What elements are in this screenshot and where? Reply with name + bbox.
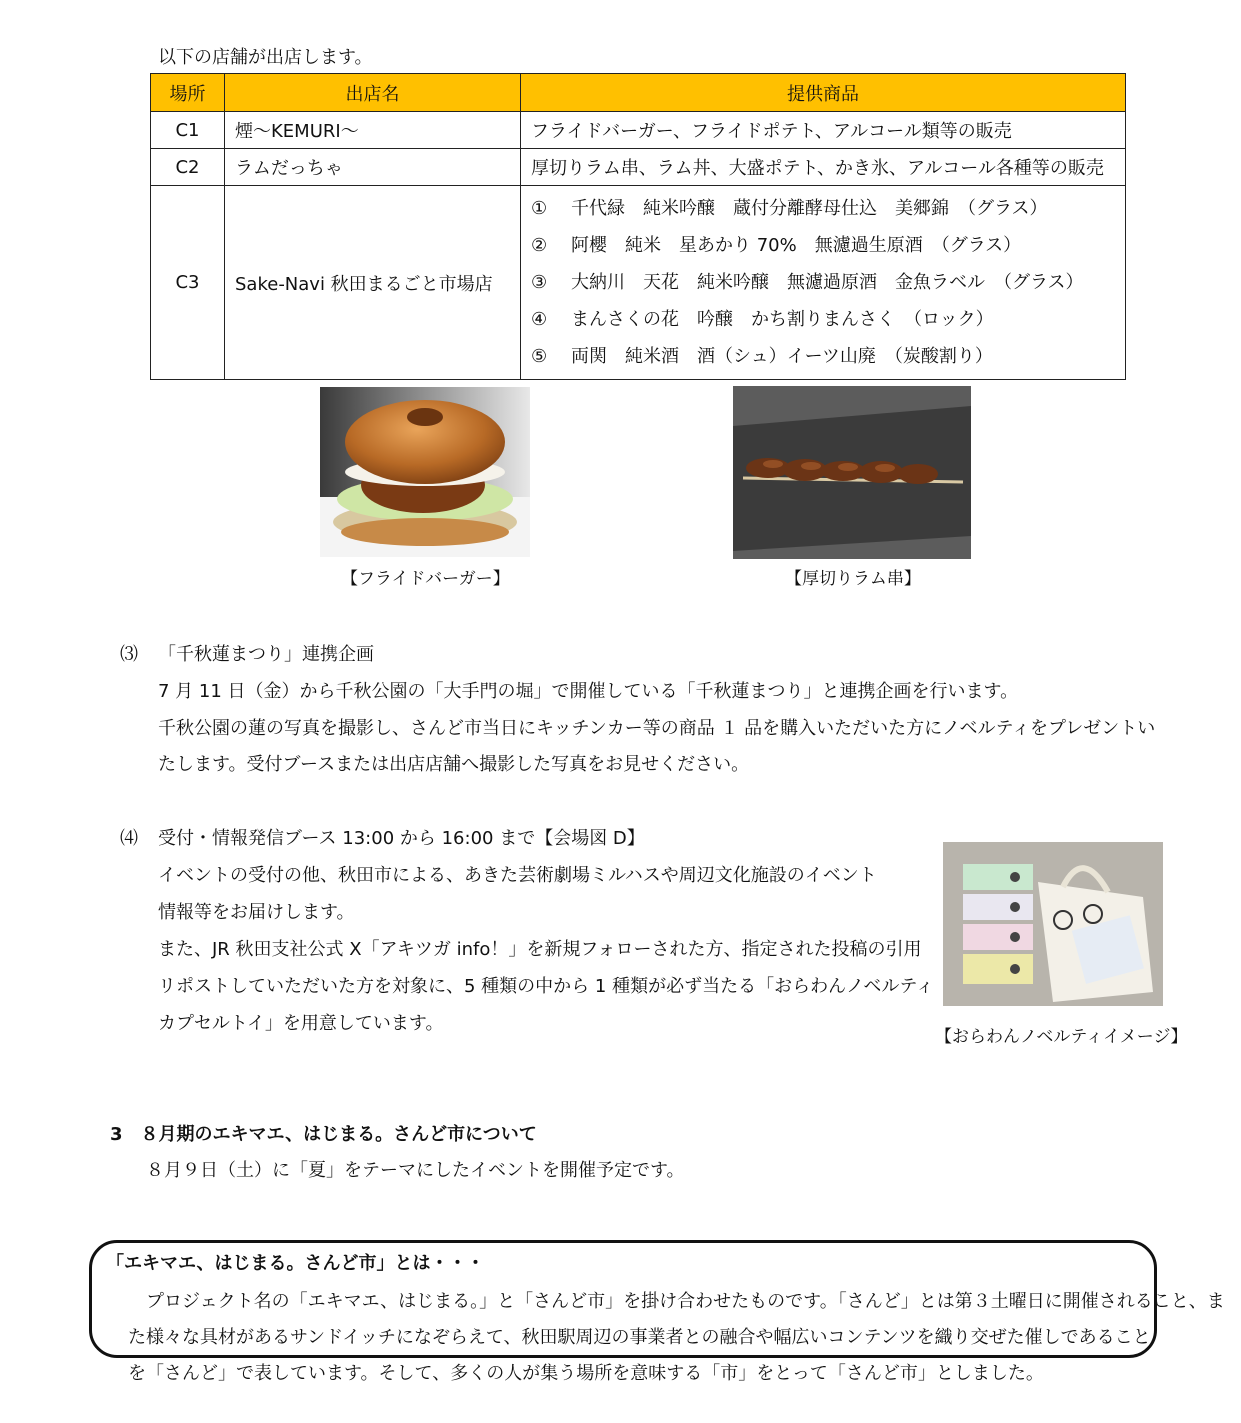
section-4-line: カプセルトイ」を用意しています。: [158, 1013, 444, 1034]
burger-caption: 【フライドバーガー】: [341, 569, 510, 589]
item-text: まんさくの花 吟醸 かち割りまんさく （ロック）: [571, 309, 994, 330]
box-line: プロジェクト名の「エキマエ、はじまる。」と「さんど市」を掛け合わせたものです。「さんど」とは第３土曜日に開催されること、ま: [128, 1291, 1225, 1312]
intro-text: 以下の店舗が出店します。: [158, 47, 373, 68]
section-4-line: イベントの受付の他、秋田市による、あきた芸術劇場ミルハスや周辺文化施設のイベント: [158, 865, 877, 886]
section-3-line: 千秋公園の蓮の写真を撮影し、さんど市当日にキッチンカー等の商品 １ 品を購入いただいた方にノベルティをプレゼントい: [158, 718, 1156, 739]
cell-place: C1: [151, 112, 225, 149]
item-number: ⑤: [531, 346, 548, 367]
fried-burger-photo: [320, 387, 530, 557]
cell-shop-name: 煙～KEMURI～: [225, 112, 521, 149]
section-3-line: たします。受付ブースまたは出店店舗へ撮影した写真をお見せください。: [158, 754, 750, 775]
lamb-skewer-caption: 【厚切りラム串】: [785, 569, 921, 589]
item-number: ②: [531, 235, 548, 256]
lamb-skewer-photo: [733, 386, 971, 559]
cell-products: 厚切りラム串、ラム丼、大盛ポテト、かき氷、アルコール各種等の販売: [521, 149, 1126, 186]
cell-products: フライドバーガー、フライドポテト、アルコール類等の販売: [521, 112, 1126, 149]
header-shop-name: 出店名: [225, 74, 521, 112]
explanation-box: [89, 1240, 1225, 1384]
chapter-3-heading: 3 ８月期のエキマエ、はじまる。さんど市について: [110, 1124, 537, 1145]
section-4-line: 情報等をお届けします。: [158, 902, 355, 923]
cell-place: C3: [151, 186, 225, 380]
section-3-number: ⑶: [120, 644, 138, 665]
table-header-row: [151, 74, 1126, 112]
item-text: 阿櫻 純米 星あかり 70% 無濾過生原酒 （グラス）: [571, 235, 1022, 256]
section-3-title: 「千秋蓮まつり」連携企画: [158, 644, 374, 665]
product-item: [531, 264, 1115, 301]
header-products: 提供商品: [521, 74, 1126, 112]
section-3-line: 7 月 11 日（金）から千秋公園の「大手門の堀」で開催している「千秋蓮まつり」と連携企画を行います。: [158, 681, 1019, 702]
product-item: [531, 227, 1115, 264]
section-4-number: ⑷: [120, 828, 138, 849]
item-text: 千代緑 純米吟醸 蔵付分離酵母仕込 美郷錦 （グラス）: [571, 198, 1048, 219]
table-row: [151, 186, 1126, 380]
box-line: を「さんど」で表しています。そして、多くの人が集う場所を意味する「市」をとって「さんど市」としました。: [128, 1363, 1044, 1384]
section-4-title: 受付・情報発信ブース 13:00 から 16:00 まで【会場図 D】: [158, 828, 645, 849]
item-text: 両関 純米酒 酒（シュ）イーツ山廃 （炭酸割り）: [571, 346, 993, 367]
item-number: ①: [531, 198, 548, 219]
cell-shop-name: ラムだっちゃ: [225, 149, 521, 186]
chapter-3-line: ８月９日（土）に「夏」をテーマにしたイベントを開催予定です。: [146, 1160, 685, 1181]
item-number: ③: [531, 272, 548, 293]
table-row: [151, 149, 1126, 186]
product-item: [531, 338, 1115, 375]
cell-shop-name: Sake-Navi 秋田まるごと市場店: [225, 186, 521, 380]
novelty-caption: 【おらわんノベルティイメージ】: [935, 1027, 1188, 1047]
item-number: ④: [531, 309, 548, 330]
cell-place: C2: [151, 149, 225, 186]
table-row: [151, 112, 1126, 149]
cell-products: [521, 186, 1126, 380]
shop-table: [150, 73, 1126, 380]
section-4-line: また、JR 秋田支社公式 X「アキツガ info！」を新規フォローされた方、指定された投稿の引用: [158, 939, 922, 960]
section-4-line: リポストしていただいた方を対象に、5 種類の中から 1 種類が必ず当たる「おらわんノベルティ: [158, 976, 934, 997]
header-place: 場所: [151, 74, 225, 112]
box-line: た様々な具材があるサンドイッチになぞらえて、秋田駅周辺の事業者との融合や幅広いコンテンツを織り交ぜた催しであること: [128, 1327, 1151, 1348]
product-item: [531, 301, 1115, 338]
product-item: [531, 190, 1115, 227]
novelty-photo: [943, 842, 1163, 1006]
box-title: 「エキマエ、はじまる。さんど市」とは・・・: [106, 1253, 485, 1274]
item-text: 大納川 天花 純米吟醸 無濾過原酒 金魚ラベル （グラス）: [571, 272, 1084, 293]
